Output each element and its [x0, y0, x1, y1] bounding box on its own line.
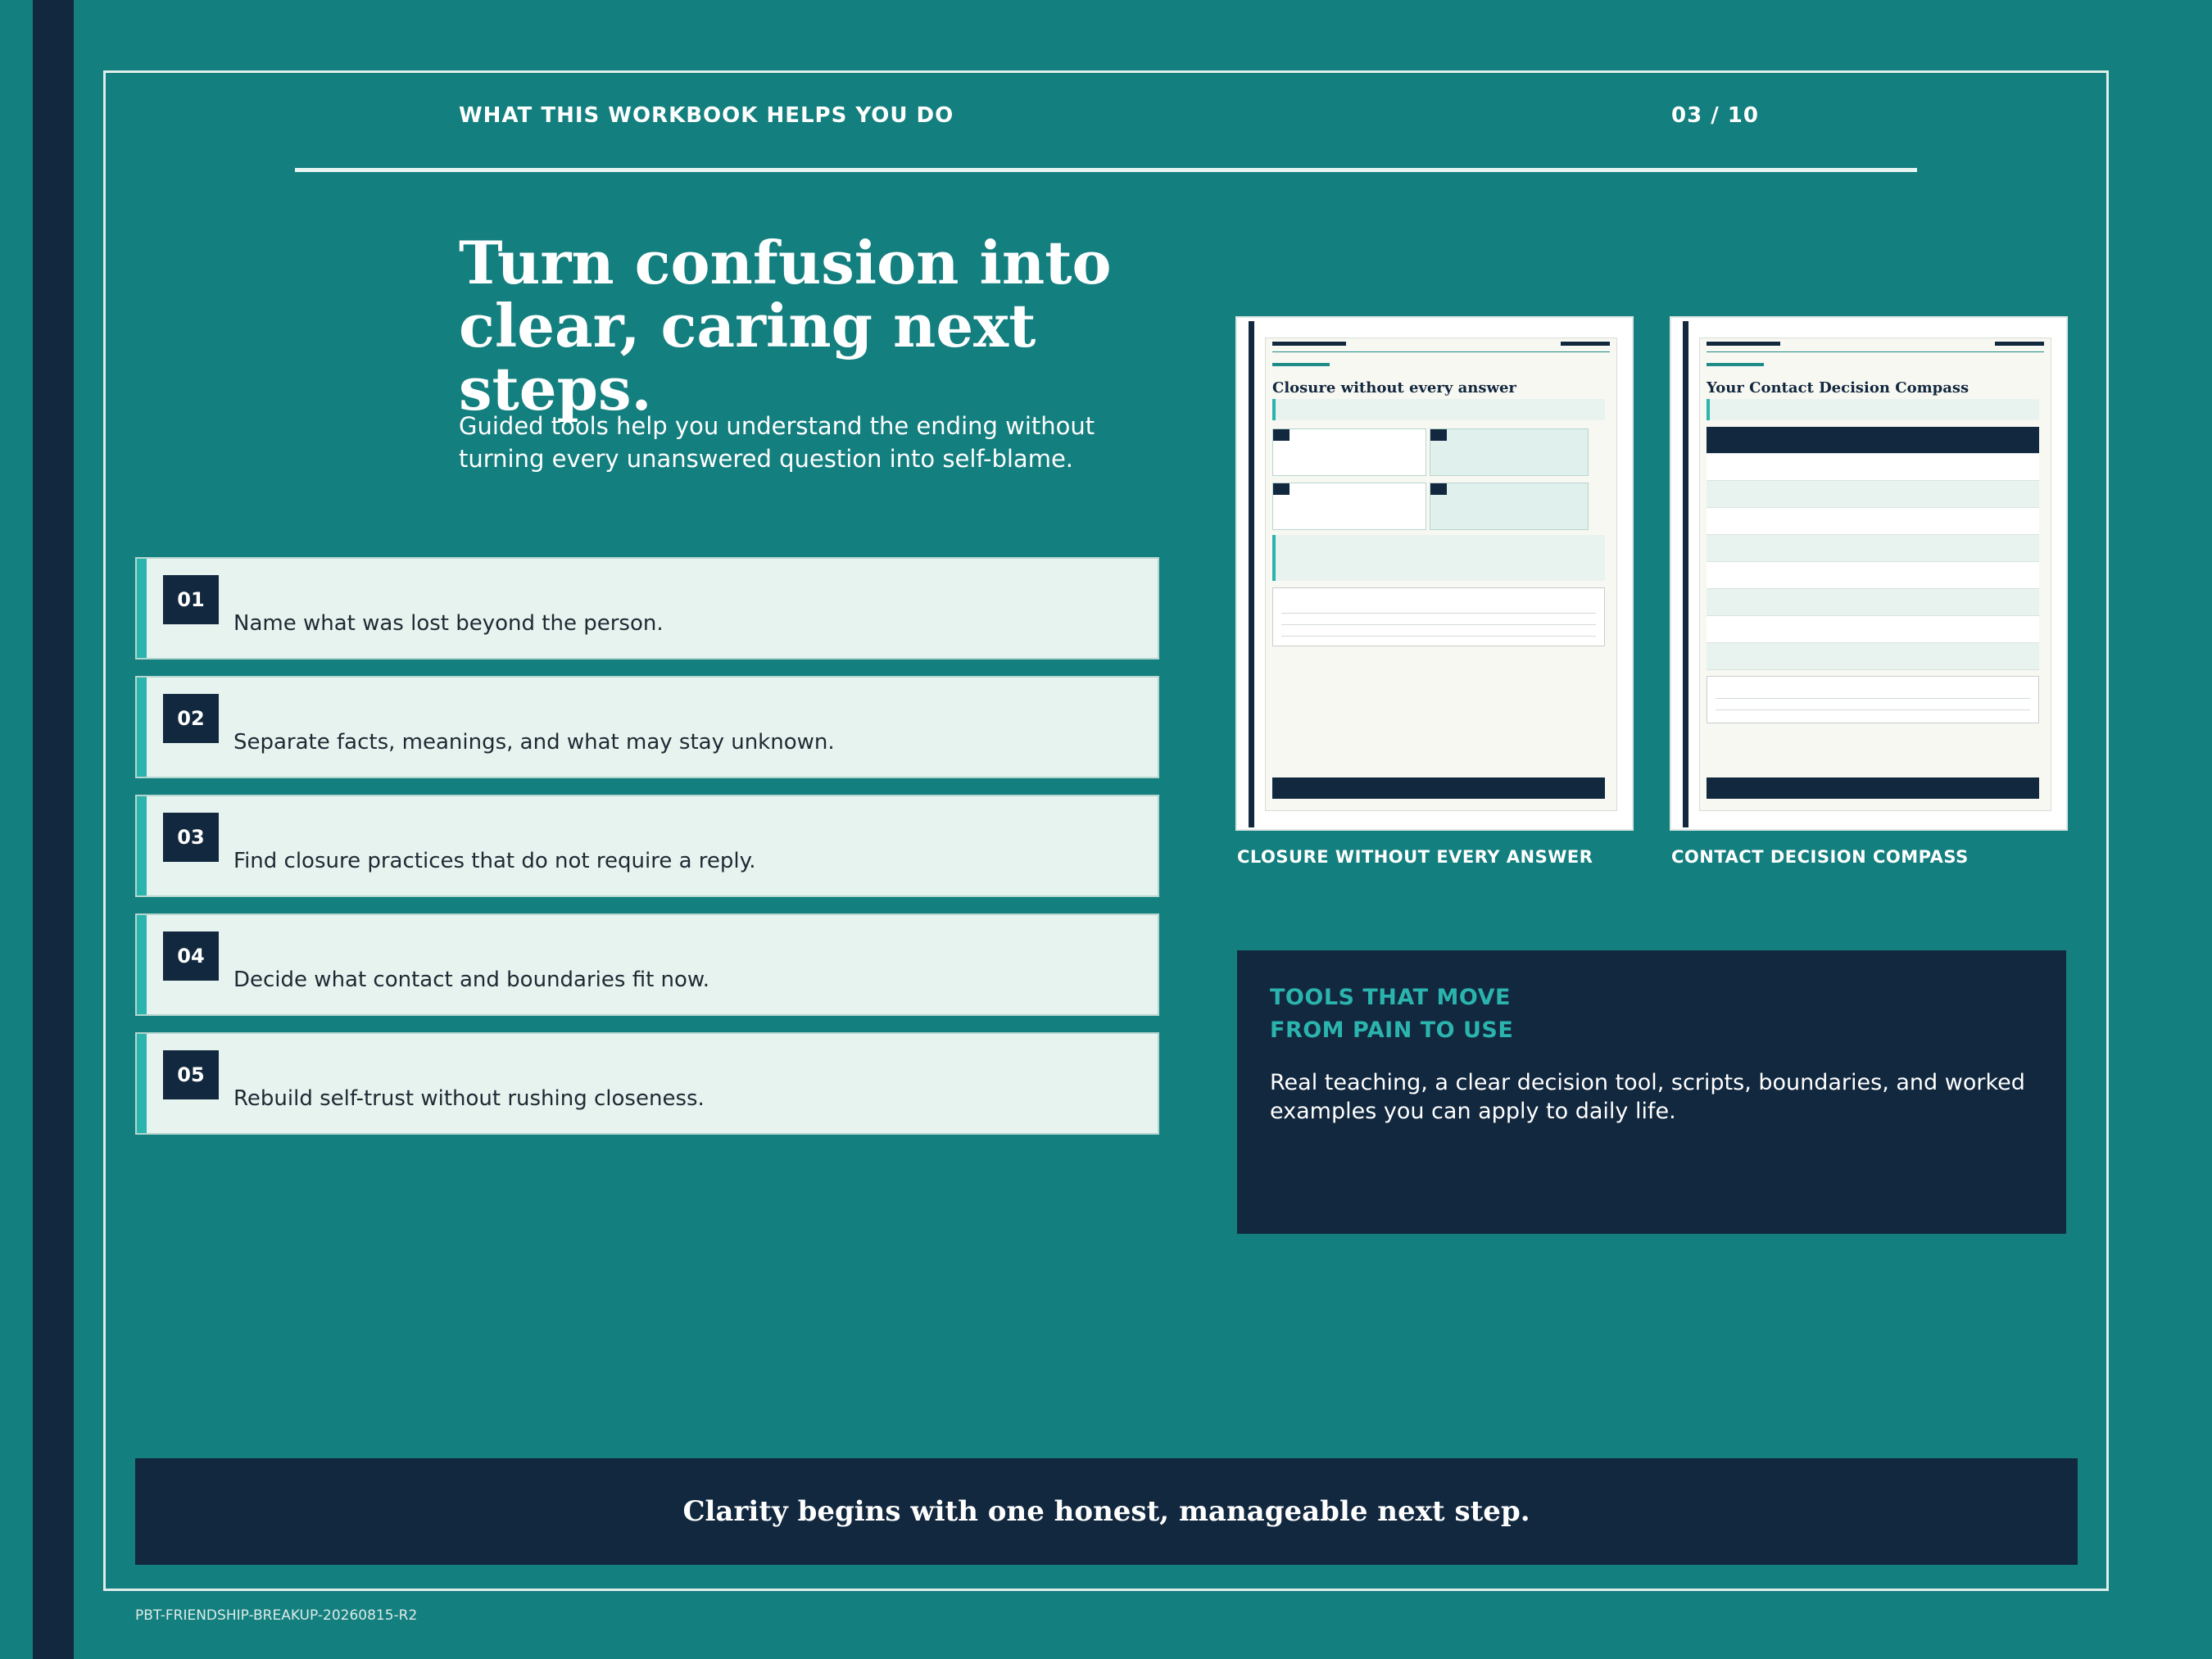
- item-accent-bar: [137, 678, 147, 777]
- item-accent-bar: [137, 559, 147, 658]
- item-text: Decide what contact and boundaries fit now.: [233, 968, 710, 992]
- item-number-badge: 05: [163, 1050, 219, 1099]
- tools-callout-box: [1237, 950, 2066, 1234]
- list-item: [135, 1032, 1159, 1135]
- header-rule: [295, 168, 1917, 172]
- intro-text: Guided tools help you understand the ending without turning every unanswered question into self-blame.: [459, 412, 1095, 473]
- item-accent-bar: [137, 1034, 147, 1133]
- preview-card: [1430, 483, 1589, 530]
- page-preview-compass: [1670, 316, 2068, 831]
- page-number: 03 / 10: [1671, 103, 1759, 128]
- preview-card: [1272, 428, 1426, 476]
- left-spine-bar: [33, 0, 74, 1659]
- item-accent-bar: [137, 915, 147, 1014]
- preview-card: [1430, 428, 1589, 476]
- tools-heading: TOOLS THAT MOVE FROM PAIN TO USE: [1270, 985, 1514, 1043]
- preview-callout: [1707, 399, 2039, 420]
- preview-caption-compass: CONTACT DECISION COMPASS: [1671, 847, 1969, 867]
- item-number-badge: 04: [163, 931, 219, 981]
- list-item: [135, 913, 1159, 1016]
- preview-caption-closure: CLOSURE WITHOUT EVERY ANSWER: [1237, 847, 1593, 867]
- preview-header: [1272, 342, 1610, 352]
- preview-title: Closure without every answer: [1272, 379, 1516, 397]
- item-text: Rebuild self-trust without rushing closeness.: [233, 1086, 705, 1111]
- preview-page: [1265, 338, 1617, 811]
- benefit-list: [135, 557, 1159, 1151]
- item-text: Find closure practices that do not require a reply.: [233, 849, 756, 873]
- preview-kicker: [1707, 363, 1764, 366]
- preview-banner: [1707, 777, 2039, 799]
- item-accent-bar: [137, 796, 147, 895]
- item-number-badge: 02: [163, 694, 219, 743]
- item-text: Separate facts, meanings, and what may stay unknown.: [233, 730, 835, 755]
- document-code: PBT-FRIENDSHIP-BREAKUP-20260815-R2: [135, 1607, 418, 1624]
- preview-writing-box: [1272, 587, 1605, 646]
- list-item: [135, 676, 1159, 778]
- list-item: [135, 795, 1159, 897]
- item-text: Name what was lost beyond the person.: [233, 611, 664, 636]
- preview-writing-box: [1707, 676, 2039, 723]
- page-title: Turn confusion into clear, caring next steps.: [459, 228, 1112, 424]
- preview-banner: [1272, 777, 1605, 799]
- preview-callout: [1272, 399, 1605, 420]
- item-number-badge: 01: [163, 575, 219, 624]
- preview-table: [1707, 427, 2039, 670]
- section-eyebrow: WHAT THIS WORKBOOK HELPS YOU DO: [459, 103, 954, 128]
- preview-page: [1699, 338, 2051, 811]
- preview-title: Your Contact Decision Compass: [1707, 379, 1969, 397]
- list-item: [135, 557, 1159, 660]
- preview-header: [1707, 342, 2044, 352]
- preview-kicker: [1272, 363, 1330, 366]
- preview-card: [1272, 483, 1426, 530]
- page-preview-closure: [1235, 316, 1634, 831]
- item-number-badge: 03: [163, 813, 219, 862]
- preview-spine: [1683, 321, 1688, 827]
- preview-example: [1272, 535, 1605, 581]
- tools-body: Real teaching, a clear decision tool, scripts, boundaries, and worked examples you can apply to daily life.: [1270, 1070, 2025, 1124]
- closing-banner: Clarity begins with one honest, manageable next step.: [135, 1458, 2078, 1565]
- preview-spine: [1249, 321, 1254, 827]
